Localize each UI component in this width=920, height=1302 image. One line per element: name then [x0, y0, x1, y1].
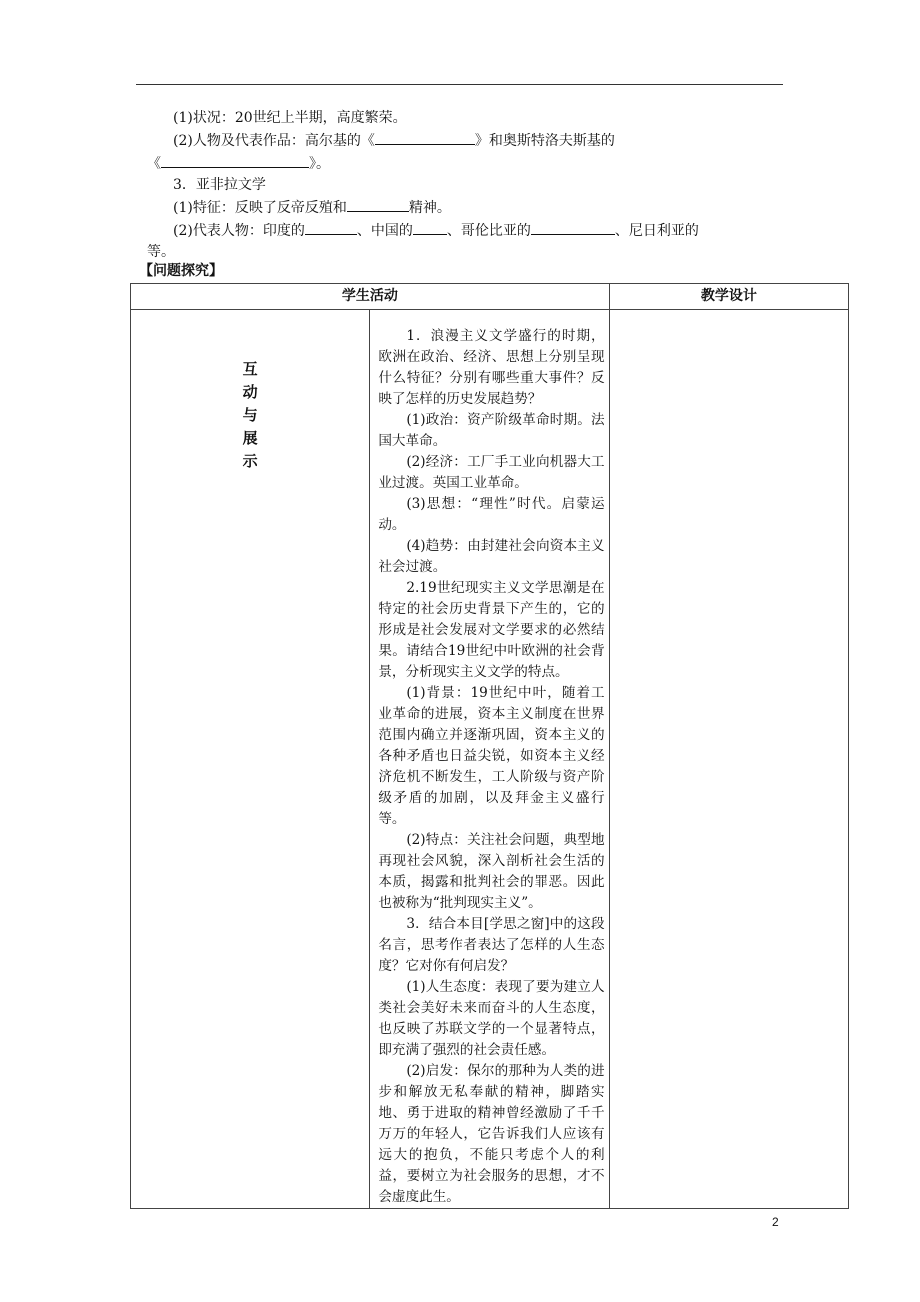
intro-line-7: 等。	[147, 244, 175, 260]
intro-line-6-d: 、尼日利亚的	[614, 223, 699, 239]
intro-line-6-a: (2)代表人物：印度的	[173, 223, 305, 239]
fill-blank[interactable]	[375, 129, 475, 145]
fill-blank[interactable]	[413, 219, 447, 235]
answer-2-1: (1)背景：19世纪中叶，随着工业革命的进展，资本主义制度在世界范围内确立并逐渐巩固，资本主义的各种矛盾也日益尖锐，如资本主义经济危机不断发生，工人阶级与资产阶级矛盾的加剧，以及拜金主义盛行等。	[378, 685, 605, 827]
table-row	[131, 310, 849, 1209]
intro-line-1: (1)状况：20世纪上半期，高度繁荣。	[173, 110, 407, 126]
answer-3-1: (1)人生态度：表现了要为建立人类社会美好未来而奋斗的人生态度，也反映了苏联文学的一个显著特点，即充满了强烈的社会责任感。	[378, 979, 605, 1058]
fill-blank[interactable]	[347, 196, 409, 212]
intro-line-2	[147, 129, 783, 152]
side-label-char: 展	[242, 429, 258, 447]
fill-blank[interactable]	[305, 219, 357, 235]
header-rule	[136, 84, 783, 85]
section-title: 【问题探究】	[139, 263, 223, 279]
intro-line-5	[147, 196, 783, 219]
intro-line-2-b: 》和奥斯特洛夫斯基的	[474, 133, 615, 149]
intro-line-5-a: (1)特征：反映了反帝反殖和	[173, 200, 347, 216]
intro-line-6-c: 、哥伦比亚的	[446, 223, 531, 239]
intro-line-2-a: (2)人物及代表作品：高尔基的《	[173, 133, 375, 149]
side-label-char: 示	[242, 452, 258, 470]
question-1: 1．浪漫主义文学盛行的时期，欧洲在政治、经济、思想上分别呈现什么特征？分别有哪些重大事件？反映了怎样的历史发展趋势？	[378, 328, 605, 407]
fill-blank[interactable]	[161, 152, 309, 168]
side-label	[131, 310, 369, 473]
answer-1-3: (3)思想：“理性”时代。启蒙运动。	[378, 496, 605, 533]
answer-3-2: (2)启发：保尔的那种为人类的进步和解放无私奉献的精神，脚踏实地、勇于进取的精神曾经激励了千千万万的年轻人，它告诉我们人应该有远大的抱负，不能只考虑个人的利益，要树立为社会服务的思想，才不会虚度此生。	[378, 1063, 605, 1205]
intro-line-3	[147, 152, 783, 175]
intro-line-6	[147, 219, 783, 242]
side-label-char: 与	[242, 406, 258, 424]
activity-text	[370, 310, 608, 1208]
answer-1-2: (2)经济：工厂手工业向机器大工业过渡。英国工业革命。	[378, 454, 605, 491]
activity-table	[130, 283, 849, 1209]
page-number: 2	[772, 1215, 779, 1229]
table-header-row	[131, 284, 849, 310]
intro-line-3-a: 《	[147, 156, 161, 172]
header-student-activity: 学生活动	[131, 284, 610, 310]
student-activity-cell	[370, 310, 609, 1209]
side-label-char: 互	[242, 360, 258, 378]
header-teaching-design: 教学设计	[609, 284, 848, 310]
question-3: 3．结合本目[学思之窗]中的这段名言，思考作者表达了怎样的人生态度？它对你有何启发？	[378, 916, 605, 974]
intro-line-4: 3．亚非拉文学	[173, 177, 266, 193]
intro-line-5-b: 精神。	[408, 200, 451, 216]
side-label-cell	[131, 310, 370, 1209]
side-label-char: 动	[242, 383, 258, 401]
intro-line-6-b: 、中国的	[356, 223, 413, 239]
answer-1-1: (1)政治：资产阶级革命时期。法国大革命。	[378, 412, 605, 449]
answer-2-2: (2)特点：关注社会问题，典型地再现社会风貌，深入剖析社会生活的本质，揭露和批判社会的罪恶。因此也被称为“批判现实主义”。	[378, 832, 605, 911]
answer-1-4: (4)趋势：由封建社会向资本主义社会过渡。	[378, 538, 605, 575]
intro-line-3-b: 》。	[309, 156, 330, 172]
fill-blank[interactable]	[531, 219, 615, 235]
intro-block	[147, 108, 783, 263]
question-2: 2.19世纪现实主义文学思潮是在特定的社会历史背景下产生的，它的形成是社会发展对文学要求的必然结果。请结合19世纪中叶欧洲的社会背景，分析现实主义文学的特点。	[378, 580, 605, 680]
teaching-design-cell[interactable]	[609, 310, 848, 1209]
